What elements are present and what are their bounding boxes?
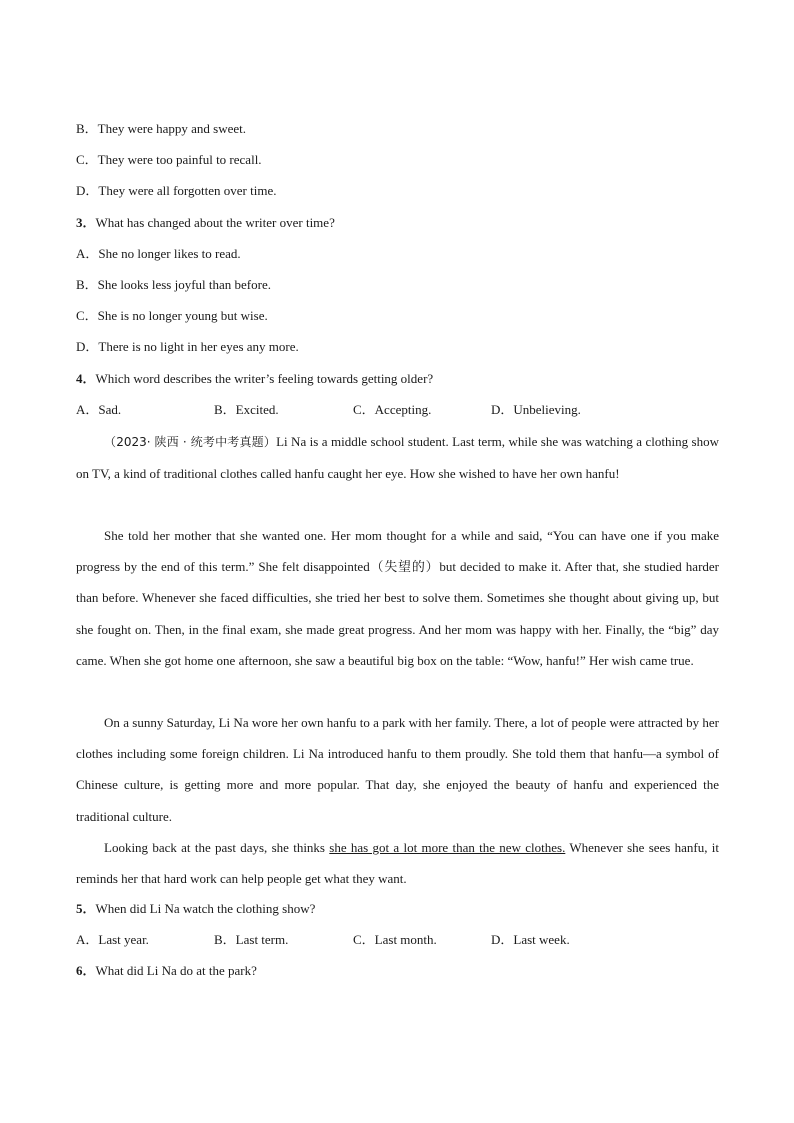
- question-number: 4．: [76, 371, 96, 386]
- option-label: A．: [76, 402, 99, 417]
- option-label: D．: [491, 932, 514, 947]
- option-text: There is no light in her eyes any more.: [98, 339, 299, 354]
- option-label: C．: [353, 932, 375, 947]
- option-text: Excited.: [235, 402, 279, 417]
- question-number: 5．: [76, 901, 96, 916]
- option-label: C．: [76, 308, 98, 323]
- q3-option-b: [76, 277, 271, 293]
- option-text: Last month.: [374, 932, 437, 947]
- q3-stem: [76, 215, 335, 231]
- option-text: Last year.: [98, 932, 149, 947]
- option-label: B．: [214, 932, 236, 947]
- q5-option-c: [353, 932, 437, 948]
- option-text: Unbelieving.: [513, 402, 581, 417]
- passage-paragraph-1: [76, 426, 719, 489]
- q5-option-a: [76, 932, 149, 948]
- paragraph-text: Whenever she sees hanfu, it reminds her that hard work can help people get what they want.: [76, 840, 719, 887]
- option-label: D．: [76, 339, 99, 354]
- q4-option-d: [491, 402, 581, 418]
- q4-option-b: [214, 402, 279, 418]
- paragraph-text: She told her mother that she wanted one. Her mom thought for a while and said, “You can have one if you make progress by the end of this term.” She felt disappointed（失望的）but decided to make it. After that, she studied harder than before. Whenever she faced difficulties, she tried her best to solve them. Sometimes she thought about giving up, but she fought on. Then, in the final exam, she made great progress. And her mom was happy with her. Finally, the “big” day came. When she got home one afternoon, she saw a beautiful big box on the table: “Wow, hanfu!” Her wish came true.: [76, 528, 719, 668]
- option-text: They were too painful to recall.: [97, 152, 262, 167]
- option-label: C．: [353, 402, 375, 417]
- q2-option-d: [76, 183, 276, 199]
- option-text: She no longer likes to read.: [98, 246, 241, 261]
- q4-option-a: [76, 402, 121, 418]
- option-text: Last term.: [235, 932, 289, 947]
- option-text: She is no longer young but wise.: [97, 308, 268, 323]
- q5-option-b: [214, 932, 288, 948]
- q5-option-d: [491, 932, 570, 948]
- q5-stem: [76, 901, 315, 917]
- option-label: B．: [76, 121, 98, 136]
- option-text: They were happy and sweet.: [97, 121, 247, 136]
- option-label: A．: [76, 246, 99, 261]
- option-label: A．: [76, 932, 99, 947]
- question-text: What did Li Na do at the park?: [95, 963, 257, 978]
- option-label: B．: [214, 402, 236, 417]
- option-text: Sad.: [98, 402, 122, 417]
- q4-stem: [76, 371, 433, 387]
- q4-option-c: [353, 402, 431, 418]
- q3-option-c: [76, 308, 268, 324]
- option-text: She looks less joyful than before.: [97, 277, 271, 292]
- option-label: C．: [76, 152, 98, 167]
- passage-paragraph-3: [76, 707, 719, 832]
- option-text: Last week.: [513, 932, 570, 947]
- q3-option-d: [76, 339, 299, 355]
- q3-option-a: [76, 246, 241, 262]
- question-number: 3．: [76, 215, 96, 230]
- q2-option-c: [76, 152, 262, 168]
- q2-option-b: [76, 121, 246, 137]
- paragraph-text: Li Na is a middle school student. Last term, while she was watching a clothing show on TV, a kind of traditional clothes called hanfu caught her eye. How she wished to have her own hanfu!: [76, 434, 719, 482]
- option-text: Accepting.: [374, 402, 432, 417]
- paragraph-text: On a sunny Saturday, Li Na wore her own hanfu to a park with her family. There, a lot of people were attracted by her clothes including some foreign children. Li Na introduced hanfu to them proudly. She told them that hanfu—a symbol of Chinese culture, is getting more and more popular. That day, she enjoyed the beauty of hanfu and experienced the traditional culture.: [76, 715, 719, 824]
- question-number: 6．: [76, 963, 96, 978]
- option-label: D．: [76, 183, 99, 198]
- option-label: D．: [491, 402, 514, 417]
- q6-stem: [76, 963, 257, 979]
- question-text: When did Li Na watch the clothing show?: [95, 901, 316, 916]
- underlined-sentence: she has got a lot more than the new clothes.: [329, 840, 566, 855]
- passage-source: （2023· 陕西 · 统考中考真题）: [104, 435, 277, 449]
- passage-paragraph-2: [76, 520, 719, 676]
- question-text: Which word describes the writer’s feeling towards getting older?: [95, 371, 434, 386]
- paragraph-text: Looking back at the past days, she thinks: [104, 840, 330, 855]
- question-text: What has changed about the writer over time?: [95, 215, 335, 230]
- option-label: B．: [76, 277, 98, 292]
- passage-paragraph-4: [76, 832, 719, 894]
- option-text: They were all forgotten over time.: [98, 183, 277, 198]
